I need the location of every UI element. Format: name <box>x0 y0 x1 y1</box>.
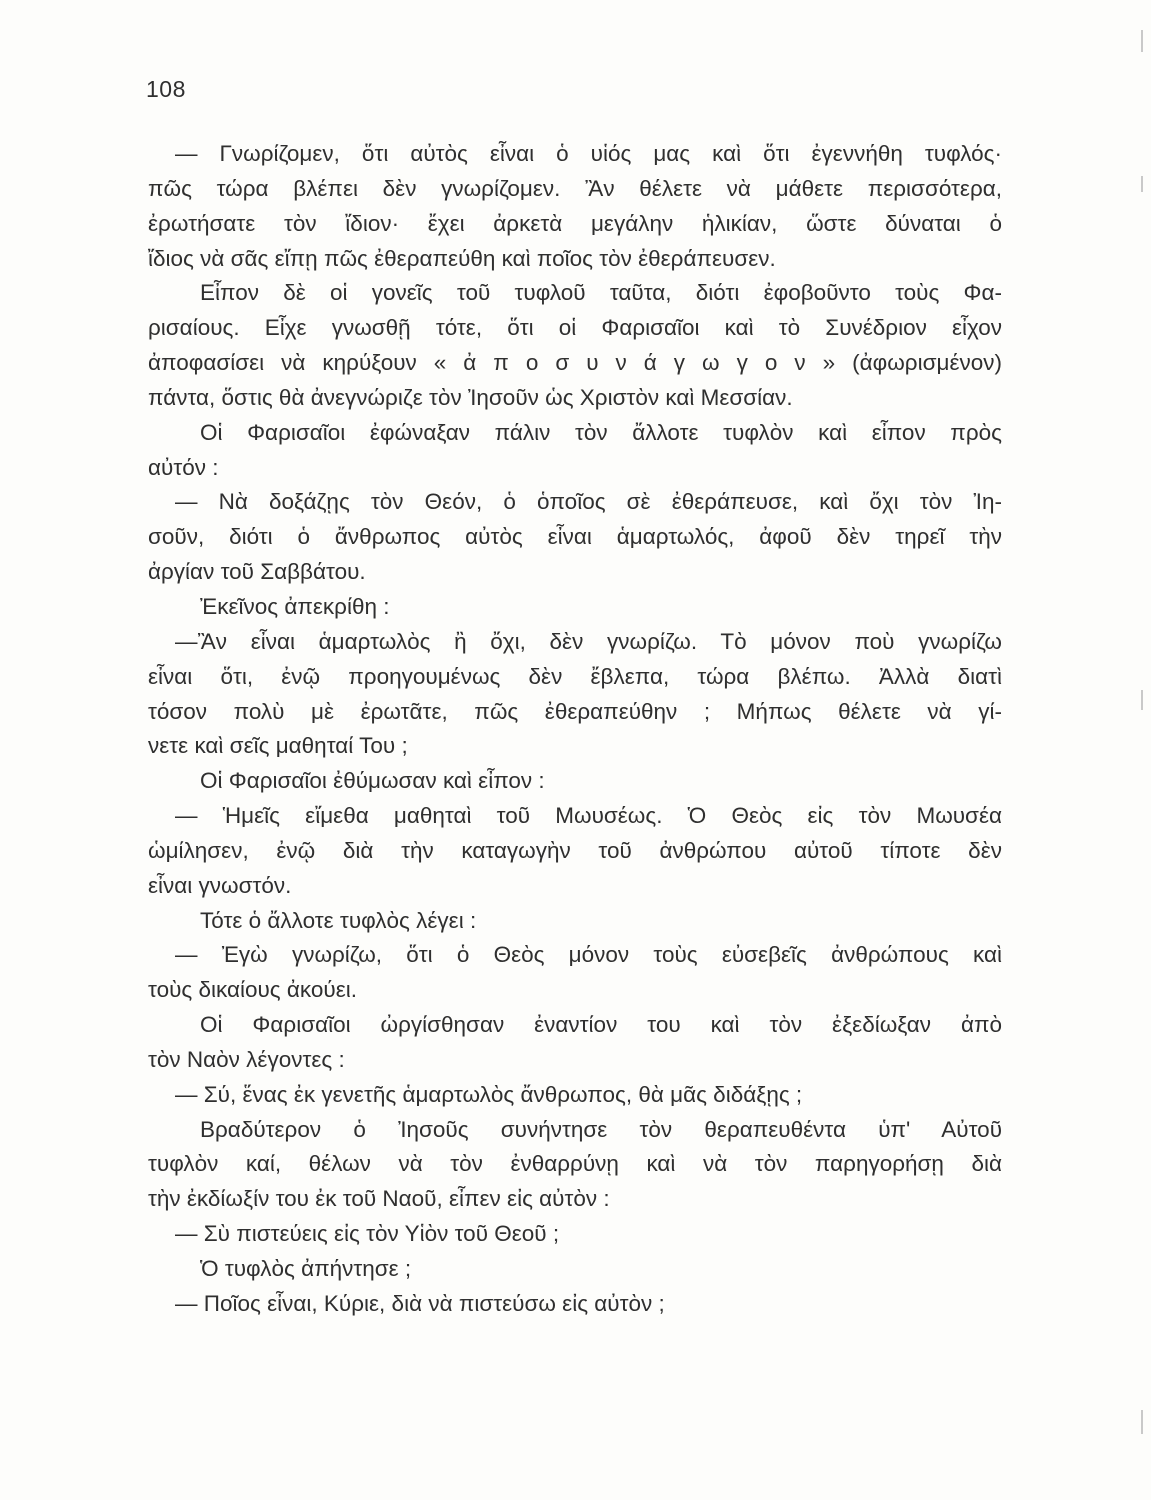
text-line: — Ποῖος εἶναι, Κύριε, διὰ νὰ πιστεύσω εἰς αὐτὸν ; <box>175 1290 665 1316</box>
text-line: Οἱ Φαρισαῖοι ὠργίσθησαν ἐναντίον του καὶ τὸν ἐξεδίωξαν ἀπὸ <box>200 1012 1002 1038</box>
text-line: τόσον πολὺ μὲ ἐρωτᾶτε, πῶς ἐθεραπεύθην ; Μήπως θέλετε νὰ γί- <box>148 698 1002 724</box>
page-number: 108 <box>146 76 186 102</box>
text-line: — Ἡμεῖς εἴμεθα μαθηταὶ τοῦ Μωυσέως. Ὁ Θεὸς εἰς τὸν Μωυσέα <box>175 803 1002 829</box>
text-line: πῶς τώρα βλέπει δὲν γνωρίζομεν. Ἂν θέλετε νὰ μάθετε περισσότερα, <box>148 175 1002 201</box>
text-line: πάντα, ὅστις θὰ ἀνεγνώριζε τὸν Ἰησοῦν ὡς Χριστὸν καὶ Μεσσίαν. <box>148 384 793 410</box>
text-line: Βραδύτερον ὁ Ἰησοῦς συνήντησε τὸν θεραπευθέντα ὑπ' Αὐτοῦ <box>200 1116 1002 1142</box>
text-line: τοὺς δικαίους ἀκούει. <box>148 977 357 1003</box>
text-line: τυφλὸν καί, θέλων νὰ τὸν ἐνθαρρύνῃ καὶ νὰ τὸν παρηγορήσῃ διὰ <box>148 1151 1002 1177</box>
text-line: Εἶπον δὲ οἱ γονεῖς τοῦ τυφλοῦ ταῦτα, διότι ἐφοβοῦντο τοὺς Φα- <box>200 280 1002 306</box>
text-line: Οἱ Φαρισαῖοι ἐθύμωσαν καὶ εἶπον : <box>200 768 545 794</box>
text-line: Οἱ Φαρισαῖοι ἐφώναξαν πάλιν τὸν ἄλλοτε τυφλὸν καὶ εἶπον πρὸς <box>200 419 1002 445</box>
text-line: σοῦν, διότι ὁ ἄνθρωπος αὐτὸς εἶναι ἁμαρτωλός, ἀφοῦ δὲν τηρεῖ τὴν <box>148 524 1002 550</box>
text-line: Ἐκεῖνος ἀπεκρίθη : <box>200 593 390 619</box>
text-line: —Ἂν εἶναι ἁμαρτωλὸς ἢ ὄχι, δὲν γνωρίζω. Τὸ μόνον ποὺ γνωρίζω <box>175 628 1002 654</box>
scan-edge-mark <box>1141 176 1143 192</box>
scan-edge-mark <box>1141 1410 1143 1434</box>
text-line: — Ἐγὼ γνωρίζω, ὅτι ὁ Θεὸς μόνον τοὺς εὐσεβεῖς ἀνθρώπους καὶ <box>175 942 1002 968</box>
text-line: ἀργίαν τοῦ Σαββάτου. <box>148 559 366 585</box>
text-line: ἀποφασίσει νὰ κηρύξουν « ἀ π ο σ υ ν ά γ ω γ ο ν » (ἀφωρισμένον) <box>148 350 1002 376</box>
text-line: — Γνωρίζομεν, ὅτι αὐτὸς εἶναι ὁ υἱός μας καὶ ὅτι ἐγεννήθη τυφλός· <box>175 141 1002 166</box>
text-line: αὐτόν : <box>148 454 219 480</box>
text-line: ὡμίλησεν, ἐνῷ διὰ τὴν καταγωγὴν τοῦ ἀνθρώπου αὐτοῦ τίποτε δὲν <box>148 837 1002 863</box>
text-line: εἶναι ὅτι, ἐνῷ προηγουμένως δὲν ἔβλεπα, τώρα βλέπω. Ἀλλὰ διατὶ <box>148 663 1002 689</box>
text-line: ρισαίους. Εἶχε γνωσθῇ τότε, ὅτι οἱ Φαρισαῖοι καὶ τὸ Συνέδριον εἶχον <box>148 315 1002 341</box>
text-line: — Νὰ δοξάζῃς τὸν Θεόν, ὁ ὁποῖος σὲ ἐθεράπευσε, καὶ ὄχι τὸν Ἰη- <box>175 489 1002 515</box>
text-line: — Σύ, ἕνας ἐκ γενετῆς ἁμαρτωλὸς ἄνθρωπος, θὰ μᾶς διδάξῃς ; <box>175 1081 803 1107</box>
text-line: τὸν Ναὸν λέγοντες : <box>148 1046 345 1072</box>
text-line: ἴδιος νὰ σᾶς εἴπῃ πῶς ἐθεραπεύθη καὶ ποῖος τὸν ἐθεράπευσεν. <box>148 245 776 271</box>
body-text <box>148 137 1002 1322</box>
text-line: Ὁ τυφλὸς ἀπήντησε ; <box>200 1256 412 1281</box>
text-line: — Σὺ πιστεύεις εἰς τὸν Υἱὸν τοῦ Θεοῦ ; <box>175 1221 560 1247</box>
text-line: Τότε ὁ ἄλλοτε τυφλὸς λέγει : <box>200 907 477 933</box>
scan-edge-mark <box>1141 690 1143 710</box>
text-line: νετε καὶ σεῖς μαθηταί Του ; <box>148 733 408 759</box>
text-line: τὴν ἐκδίωξίν του ἐκ τοῦ Ναοῦ, εἶπεν εἰς αὐτὸν : <box>148 1186 610 1212</box>
scan-edge-mark <box>1141 30 1143 52</box>
text-line: εἶναι γνωστόν. <box>148 872 292 898</box>
text-line: ἐρωτήσατε τὸν ἴδιον· ἔχει ἀρκετὰ μεγάλην ἡλικίαν, ὥστε δύναται ὁ <box>148 210 1002 236</box>
